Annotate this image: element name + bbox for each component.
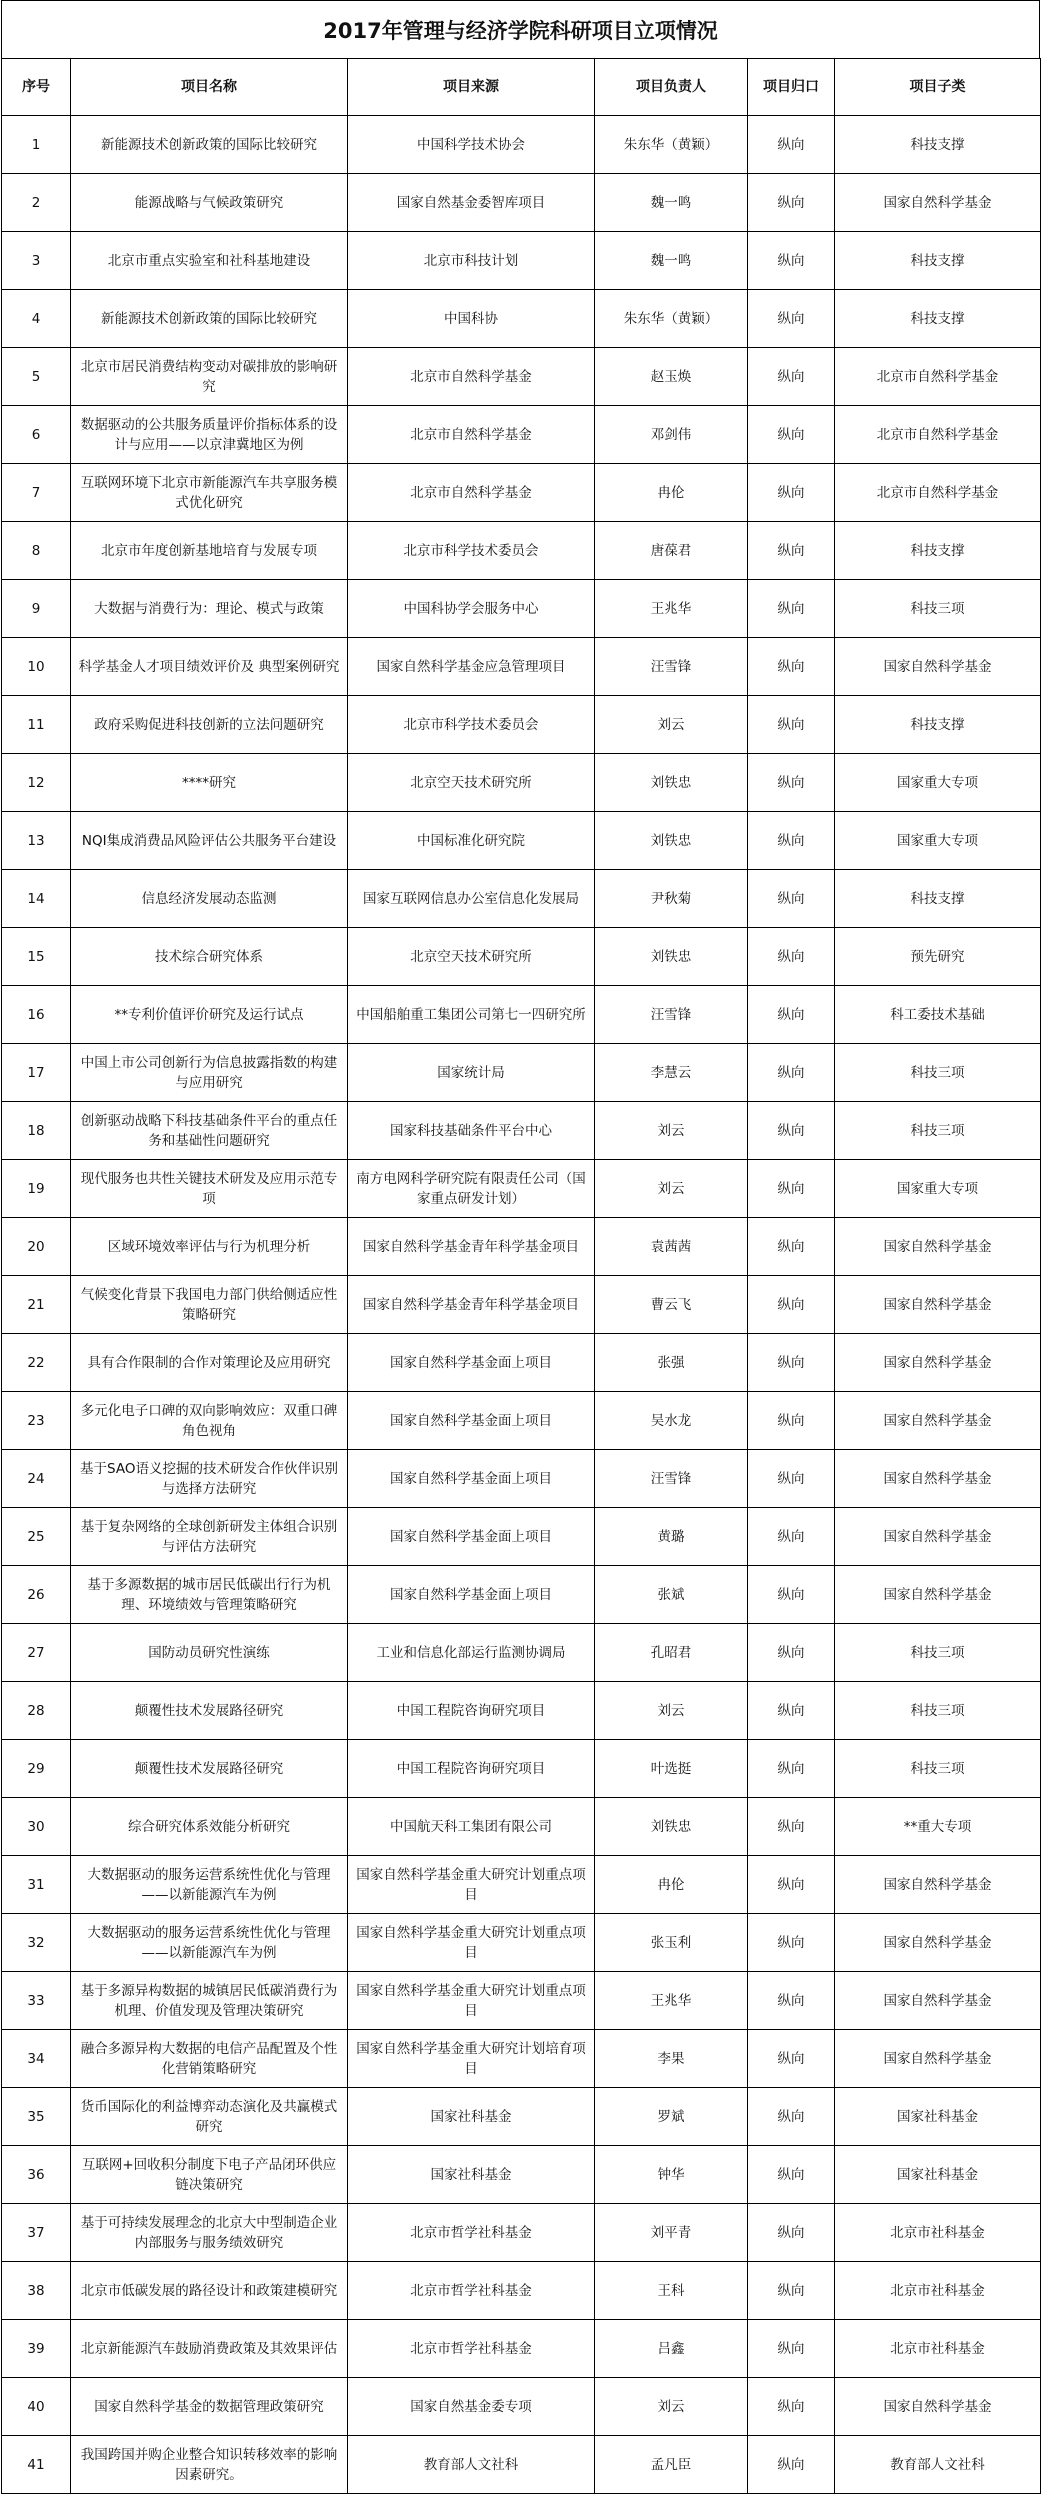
serial-cell: 6 [2, 406, 71, 464]
header-project-subtype: 项目子类 [835, 59, 1041, 116]
project-lead-cell: 刘云 [595, 1682, 748, 1740]
project-source-cell: 中国工程院咨询研究项目 [348, 1682, 595, 1740]
project-lead-cell: 吕鑫 [595, 2320, 748, 2378]
project-name-cell: 颠覆性技术发展路径研究 [71, 1740, 348, 1798]
table-row [2, 406, 1041, 464]
table-row [2, 2030, 1041, 2088]
project-lead-cell: 汪雪锋 [595, 986, 748, 1044]
serial-cell: 15 [2, 928, 71, 986]
project-lead-cell: 朱东华（黄颖） [595, 116, 748, 174]
project-name-cell: 数据驱动的公共服务质量评价指标体系的设计与应用——以京津冀地区为例 [71, 406, 348, 464]
project-lead-cell: 吴水龙 [595, 1392, 748, 1450]
project-lead-cell: 王兆华 [595, 1972, 748, 2030]
project-lead-cell: 刘铁忠 [595, 1798, 748, 1856]
project-source-cell: 北京市自然科学基金 [348, 406, 595, 464]
table-row [2, 1624, 1041, 1682]
project-name-cell: 现代服务也共性关键技术研发及应用示范专项 [71, 1160, 348, 1218]
project-lead-cell: 刘平青 [595, 2204, 748, 2262]
table-row [2, 2378, 1041, 2436]
project-category-cell: 纵向 [748, 812, 835, 870]
table-row [2, 1740, 1041, 1798]
project-subtype-cell: 国家自然科学基金 [835, 1450, 1041, 1508]
table-row [2, 290, 1041, 348]
serial-cell: 10 [2, 638, 71, 696]
project-name-cell: 基于复杂网络的全球创新研发主体组合识别与评估方法研究 [71, 1508, 348, 1566]
table-row [2, 348, 1041, 406]
project-name-cell: 大数据与消费行为：理论、模式与政策 [71, 580, 348, 638]
serial-cell: 12 [2, 754, 71, 812]
project-category-cell: 纵向 [748, 1334, 835, 1392]
serial-cell: 14 [2, 870, 71, 928]
serial-cell: 3 [2, 232, 71, 290]
project-subtype-cell: 国家自然科学基金 [835, 174, 1041, 232]
project-name-cell: **专利价值评价研究及运行试点 [71, 986, 348, 1044]
table-row [2, 1392, 1041, 1450]
project-source-cell: 国家社科基金 [348, 2088, 595, 2146]
project-name-cell: 区域环境效率评估与行为机理分析 [71, 1218, 348, 1276]
project-source-cell: 国家自然基金委智库项目 [348, 174, 595, 232]
project-category-cell: 纵向 [748, 1972, 835, 2030]
table-row [2, 1914, 1041, 1972]
project-source-cell: 工业和信息化部运行监测协调局 [348, 1624, 595, 1682]
project-category-cell: 纵向 [748, 116, 835, 174]
project-lead-cell: 刘云 [595, 1160, 748, 1218]
project-subtype-cell: 北京市社科基金 [835, 2320, 1041, 2378]
project-category-cell: 纵向 [748, 1392, 835, 1450]
project-subtype-cell: 国家自然科学基金 [835, 1856, 1041, 1914]
serial-cell: 25 [2, 1508, 71, 1566]
serial-cell: 4 [2, 290, 71, 348]
project-subtype-cell: 国家自然科学基金 [835, 1972, 1041, 2030]
project-category-cell: 纵向 [748, 580, 835, 638]
project-lead-cell: 张斌 [595, 1566, 748, 1624]
project-subtype-cell: 国家自然科学基金 [835, 2378, 1041, 2436]
project-name-cell: 中国上市公司创新行为信息披露指数的构建与应用研究 [71, 1044, 348, 1102]
project-source-cell: 国家自然科学基金面上项目 [348, 1334, 595, 1392]
project-source-cell: 中国科协 [348, 290, 595, 348]
serial-cell: 28 [2, 1682, 71, 1740]
project-category-cell: 纵向 [748, 870, 835, 928]
project-category-cell: 纵向 [748, 2204, 835, 2262]
project-category-cell: 纵向 [748, 174, 835, 232]
project-lead-cell: 邓剑伟 [595, 406, 748, 464]
project-category-cell: 纵向 [748, 1044, 835, 1102]
project-source-cell: 中国船舶重工集团公司第七一四研究所 [348, 986, 595, 1044]
serial-cell: 2 [2, 174, 71, 232]
project-name-cell: ****研究 [71, 754, 348, 812]
project-subtype-cell: 国家自然科学基金 [835, 1392, 1041, 1450]
project-source-cell: 国家自然科学基金面上项目 [348, 1566, 595, 1624]
project-source-cell: 国家互联网信息办公室信息化发展局 [348, 870, 595, 928]
header-project-lead: 项目负责人 [595, 59, 748, 116]
project-lead-cell: 尹秋菊 [595, 870, 748, 928]
project-name-cell: 能源战略与气候政策研究 [71, 174, 348, 232]
header-project-source: 项目来源 [348, 59, 595, 116]
project-lead-cell: 汪雪锋 [595, 638, 748, 696]
project-category-cell: 纵向 [748, 2320, 835, 2378]
table-row [2, 1102, 1041, 1160]
project-lead-cell: 钟华 [595, 2146, 748, 2204]
project-lead-cell: 刘云 [595, 2378, 748, 2436]
project-name-cell: NQI集成消费品风险评估公共服务平台建设 [71, 812, 348, 870]
serial-cell: 38 [2, 2262, 71, 2320]
serial-cell: 30 [2, 1798, 71, 1856]
table-row [2, 2146, 1041, 2204]
serial-cell: 23 [2, 1392, 71, 1450]
project-source-cell: 北京空天技术研究所 [348, 754, 595, 812]
table-row [2, 1334, 1041, 1392]
project-category-cell: 纵向 [748, 2262, 835, 2320]
project-subtype-cell: 国家社科基金 [835, 2146, 1041, 2204]
project-category-cell: 纵向 [748, 464, 835, 522]
project-table [1, 58, 1041, 2494]
project-name-cell: 我国跨国并购企业整合知识转移效率的影响因素研究。 [71, 2436, 348, 2494]
serial-cell: 16 [2, 986, 71, 1044]
project-subtype-cell: 北京市自然科学基金 [835, 406, 1041, 464]
table-row [2, 2262, 1041, 2320]
project-lead-cell: 黄璐 [595, 1508, 748, 1566]
table-row [2, 1508, 1041, 1566]
table-row [2, 464, 1041, 522]
serial-cell: 40 [2, 2378, 71, 2436]
project-lead-cell: 刘铁忠 [595, 928, 748, 986]
project-name-cell: 北京新能源汽车鼓励消费政策及其效果评估 [71, 2320, 348, 2378]
serial-cell: 27 [2, 1624, 71, 1682]
project-name-cell: 融合多源异构大数据的电信产品配置及个性化营销策略研究 [71, 2030, 348, 2088]
project-name-cell: 技术综合研究体系 [71, 928, 348, 986]
table-row [2, 116, 1041, 174]
project-category-cell: 纵向 [748, 1276, 835, 1334]
project-source-cell: 教育部人文社科 [348, 2436, 595, 2494]
serial-cell: 22 [2, 1334, 71, 1392]
table-row [2, 986, 1041, 1044]
project-source-cell: 国家科技基础条件平台中心 [348, 1102, 595, 1160]
project-lead-cell: 冉伦 [595, 464, 748, 522]
project-category-cell: 纵向 [748, 1624, 835, 1682]
project-subtype-cell: 国家自然科学基金 [835, 2030, 1041, 2088]
project-source-cell: 北京市哲学社科基金 [348, 2204, 595, 2262]
project-subtype-cell: 预先研究 [835, 928, 1041, 986]
project-category-cell: 纵向 [748, 1682, 835, 1740]
project-category-cell: 纵向 [748, 986, 835, 1044]
project-subtype-cell: 科技支撑 [835, 522, 1041, 580]
project-lead-cell: 孔昭君 [595, 1624, 748, 1682]
project-category-cell: 纵向 [748, 1566, 835, 1624]
project-name-cell: 大数据驱动的服务运营系统性优化与管理——以新能源汽车为例 [71, 1914, 348, 1972]
project-name-cell: 基于可持续发展理念的北京大中型制造企业内部服务与服务绩效研究 [71, 2204, 348, 2262]
project-subtype-cell: 国家重大专项 [835, 812, 1041, 870]
project-category-cell: 纵向 [748, 2030, 835, 2088]
project-name-cell: 北京市重点实验室和社科基地建设 [71, 232, 348, 290]
project-name-cell: 颠覆性技术发展路径研究 [71, 1682, 348, 1740]
header-row [2, 59, 1041, 116]
project-source-cell: 中国航天科工集团有限公司 [348, 1798, 595, 1856]
project-source-cell: 北京空天技术研究所 [348, 928, 595, 986]
table-row [2, 1682, 1041, 1740]
project-subtype-cell: 科技支撑 [835, 232, 1041, 290]
table-row [2, 1044, 1041, 1102]
project-source-cell: 北京市自然科学基金 [348, 348, 595, 406]
project-source-cell: 南方电网科学研究院有限责任公司（国家重点研发计划） [348, 1160, 595, 1218]
project-name-cell: 基于SAO语义挖掘的技术研发合作伙伴识别与选择方法研究 [71, 1450, 348, 1508]
project-lead-cell: 李慧云 [595, 1044, 748, 1102]
project-lead-cell: 刘云 [595, 1102, 748, 1160]
project-subtype-cell: 国家社科基金 [835, 2088, 1041, 2146]
project-name-cell: 北京市居民消费结构变动对碳排放的影响研究 [71, 348, 348, 406]
project-category-cell: 纵向 [748, 1218, 835, 1276]
project-source-cell: 国家自然科学基金重大研究计划培育项目 [348, 2030, 595, 2088]
project-lead-cell: 曹云飞 [595, 1276, 748, 1334]
table-row [2, 2320, 1041, 2378]
project-subtype-cell: 国家自然科学基金 [835, 1334, 1041, 1392]
serial-cell: 17 [2, 1044, 71, 1102]
project-name-cell: 北京市年度创新基地培育与发展专项 [71, 522, 348, 580]
table-row [2, 1276, 1041, 1334]
project-lead-cell: 叶选挺 [595, 1740, 748, 1798]
project-category-cell: 纵向 [748, 2088, 835, 2146]
project-source-cell: 国家自然科学基金青年科学基金项目 [348, 1218, 595, 1276]
project-subtype-cell: 科技三项 [835, 1044, 1041, 1102]
project-lead-cell: 冉伦 [595, 1856, 748, 1914]
project-name-cell: 互联网+回收积分制度下电子产品闭环供应链决策研究 [71, 2146, 348, 2204]
project-name-cell: 新能源技术创新政策的国际比较研究 [71, 116, 348, 174]
serial-cell: 35 [2, 2088, 71, 2146]
project-name-cell: 科学基金人才项目绩效评价及 典型案例研究 [71, 638, 348, 696]
table-row [2, 1450, 1041, 1508]
serial-cell: 37 [2, 2204, 71, 2262]
project-category-cell: 纵向 [748, 522, 835, 580]
table-row [2, 174, 1041, 232]
serial-cell: 20 [2, 1218, 71, 1276]
project-lead-cell: 袁茜茜 [595, 1218, 748, 1276]
project-subtype-cell: 科技三项 [835, 1682, 1041, 1740]
serial-cell: 5 [2, 348, 71, 406]
serial-cell: 32 [2, 1914, 71, 1972]
project-lead-cell: 刘云 [595, 696, 748, 754]
table-row [2, 522, 1041, 580]
project-name-cell: 基于多源异构数据的城镇居民低碳消费行为机理、价值发现及管理决策研究 [71, 1972, 348, 2030]
serial-cell: 31 [2, 1856, 71, 1914]
project-lead-cell: 唐葆君 [595, 522, 748, 580]
project-lead-cell: 魏一鸣 [595, 232, 748, 290]
project-source-cell: 国家自然科学基金青年科学基金项目 [348, 1276, 595, 1334]
project-name-cell: 具有合作限制的合作对策理论及应用研究 [71, 1334, 348, 1392]
project-name-cell: 多元化电子口碑的双向影响效应：双重口碑角色视角 [71, 1392, 348, 1450]
project-category-cell: 纵向 [748, 696, 835, 754]
project-source-cell: 北京市哲学社科基金 [348, 2320, 595, 2378]
table-row [2, 1566, 1041, 1624]
serial-cell: 9 [2, 580, 71, 638]
table-row [2, 2204, 1041, 2262]
project-name-cell: 综合研究体系效能分析研究 [71, 1798, 348, 1856]
project-subtype-cell: 国家自然科学基金 [835, 1508, 1041, 1566]
project-source-cell: 国家自然科学基金重大研究计划重点项目 [348, 1914, 595, 1972]
header-serial: 序号 [2, 59, 71, 116]
project-source-cell: 国家自然科学基金面上项目 [348, 1392, 595, 1450]
project-category-cell: 纵向 [748, 348, 835, 406]
project-subtype-cell: 北京市自然科学基金 [835, 348, 1041, 406]
project-name-cell: 基于多源数据的城市居民低碳出行行为机理、环境绩效与管理策略研究 [71, 1566, 348, 1624]
project-subtype-cell: 科技三项 [835, 1624, 1041, 1682]
table-row [2, 580, 1041, 638]
project-name-cell: 国家自然科学基金的数据管理政策研究 [71, 2378, 348, 2436]
project-subtype-cell: 科工委技术基础 [835, 986, 1041, 1044]
project-lead-cell: 朱东华（黄颖） [595, 290, 748, 348]
project-category-cell: 纵向 [748, 406, 835, 464]
project-lead-cell: 赵玉焕 [595, 348, 748, 406]
table-row [2, 696, 1041, 754]
table-row [2, 1856, 1041, 1914]
project-lead-cell: 张强 [595, 1334, 748, 1392]
project-subtype-cell: 科技三项 [835, 580, 1041, 638]
project-category-cell: 纵向 [748, 754, 835, 812]
project-lead-cell: 王兆华 [595, 580, 748, 638]
serial-cell: 33 [2, 1972, 71, 2030]
project-category-cell: 纵向 [748, 1508, 835, 1566]
project-lead-cell: 刘铁忠 [595, 754, 748, 812]
serial-cell: 39 [2, 2320, 71, 2378]
project-subtype-cell: 科技三项 [835, 1740, 1041, 1798]
table-row [2, 1160, 1041, 1218]
header-project-category: 项目归口 [748, 59, 835, 116]
project-subtype-cell: 国家自然科学基金 [835, 1914, 1041, 1972]
project-subtype-cell: **重大专项 [835, 1798, 1041, 1856]
project-source-cell: 国家自然科学基金面上项目 [348, 1508, 595, 1566]
page-title: 2017年管理与经济学院科研项目立项情况 [1, 0, 1040, 58]
project-name-cell: 大数据驱动的服务运营系统性优化与管理——以新能源汽车为例 [71, 1856, 348, 1914]
project-lead-cell: 汪雪锋 [595, 1450, 748, 1508]
project-source-cell: 北京市哲学社科基金 [348, 2262, 595, 2320]
project-subtype-cell: 科技支撑 [835, 870, 1041, 928]
project-source-cell: 国家自然科学基金重大研究计划重点项目 [348, 1972, 595, 2030]
project-source-cell: 国家自然科学基金面上项目 [348, 1450, 595, 1508]
project-subtype-cell: 科技支撑 [835, 696, 1041, 754]
project-name-cell: 新能源技术创新政策的国际比较研究 [71, 290, 348, 348]
project-category-cell: 纵向 [748, 232, 835, 290]
serial-cell: 7 [2, 464, 71, 522]
table-row [2, 928, 1041, 986]
project-subtype-cell: 国家自然科学基金 [835, 1218, 1041, 1276]
table-row [2, 2436, 1041, 2494]
project-lead-cell: 王科 [595, 2262, 748, 2320]
project-category-cell: 纵向 [748, 1856, 835, 1914]
project-source-cell: 国家社科基金 [348, 2146, 595, 2204]
project-category-cell: 纵向 [748, 1914, 835, 1972]
project-lead-cell: 张玉利 [595, 1914, 748, 1972]
header-project-name: 项目名称 [71, 59, 348, 116]
serial-cell: 18 [2, 1102, 71, 1160]
project-subtype-cell: 科技三项 [835, 1102, 1041, 1160]
project-subtype-cell: 教育部人文社科 [835, 2436, 1041, 2494]
serial-cell: 34 [2, 2030, 71, 2088]
serial-cell: 29 [2, 1740, 71, 1798]
project-source-cell: 北京市科学技术委员会 [348, 696, 595, 754]
project-name-cell: 国防动员研究性演练 [71, 1624, 348, 1682]
project-subtype-cell: 科技支撑 [835, 290, 1041, 348]
table-row [2, 638, 1041, 696]
project-category-cell: 纵向 [748, 1102, 835, 1160]
serial-cell: 36 [2, 2146, 71, 2204]
project-source-cell: 国家统计局 [348, 1044, 595, 1102]
project-name-cell: 创新驱动战略下科技基础条件平台的重点任务和基础性问题研究 [71, 1102, 348, 1160]
project-subtype-cell: 国家重大专项 [835, 754, 1041, 812]
project-name-cell: 北京市低碳发展的路径设计和政策建模研究 [71, 2262, 348, 2320]
serial-cell: 13 [2, 812, 71, 870]
serial-cell: 41 [2, 2436, 71, 2494]
project-subtype-cell: 北京市社科基金 [835, 2262, 1041, 2320]
project-lead-cell: 刘铁忠 [595, 812, 748, 870]
project-source-cell: 北京市科技计划 [348, 232, 595, 290]
project-lead-cell: 罗斌 [595, 2088, 748, 2146]
project-category-cell: 纵向 [748, 638, 835, 696]
project-subtype-cell: 国家重大专项 [835, 1160, 1041, 1218]
project-category-cell: 纵向 [748, 2436, 835, 2494]
project-source-cell: 国家自然科学基金重大研究计划重点项目 [348, 1856, 595, 1914]
project-lead-cell: 魏一鸣 [595, 174, 748, 232]
project-source-cell: 国家自然基金委专项 [348, 2378, 595, 2436]
project-source-cell: 中国科学技术协会 [348, 116, 595, 174]
project-subtype-cell: 国家自然科学基金 [835, 1276, 1041, 1334]
serial-cell: 11 [2, 696, 71, 754]
project-source-cell: 中国科协学会服务中心 [348, 580, 595, 638]
project-name-cell: 货币国际化的利益博弈动态演化及共赢模式研究 [71, 2088, 348, 2146]
project-category-cell: 纵向 [748, 1798, 835, 1856]
table-row [2, 812, 1041, 870]
table-row [2, 1218, 1041, 1276]
project-source-cell: 北京市科学技术委员会 [348, 522, 595, 580]
project-name-cell: 政府采购促进科技创新的立法问题研究 [71, 696, 348, 754]
project-name-cell: 气候变化背景下我国电力部门供给侧适应性策略研究 [71, 1276, 348, 1334]
project-subtype-cell: 国家自然科学基金 [835, 638, 1041, 696]
serial-cell: 26 [2, 1566, 71, 1624]
serial-cell: 8 [2, 522, 71, 580]
project-lead-cell: 孟凡臣 [595, 2436, 748, 2494]
table-row [2, 232, 1041, 290]
serial-cell: 19 [2, 1160, 71, 1218]
project-subtype-cell: 北京市自然科学基金 [835, 464, 1041, 522]
table-row [2, 1972, 1041, 2030]
project-source-cell: 中国工程院咨询研究项目 [348, 1740, 595, 1798]
project-name-cell: 信息经济发展动态监测 [71, 870, 348, 928]
project-source-cell: 国家自然科学基金应急管理项目 [348, 638, 595, 696]
project-subtype-cell: 科技支撑 [835, 116, 1041, 174]
project-name-cell: 互联网环境下北京市新能源汽车共享服务模式优化研究 [71, 464, 348, 522]
project-category-cell: 纵向 [748, 1450, 835, 1508]
project-category-cell: 纵向 [748, 290, 835, 348]
table-row [2, 2088, 1041, 2146]
serial-cell: 24 [2, 1450, 71, 1508]
table-row [2, 754, 1041, 812]
project-category-cell: 纵向 [748, 2146, 835, 2204]
project-lead-cell: 李果 [595, 2030, 748, 2088]
project-source-cell: 中国标准化研究院 [348, 812, 595, 870]
project-category-cell: 纵向 [748, 928, 835, 986]
table-row [2, 870, 1041, 928]
table-row [2, 1798, 1041, 1856]
project-subtype-cell: 北京市社科基金 [835, 2204, 1041, 2262]
project-source-cell: 北京市自然科学基金 [348, 464, 595, 522]
project-category-cell: 纵向 [748, 1740, 835, 1798]
project-category-cell: 纵向 [748, 2378, 835, 2436]
serial-cell: 21 [2, 1276, 71, 1334]
project-subtype-cell: 国家自然科学基金 [835, 1566, 1041, 1624]
project-category-cell: 纵向 [748, 1160, 835, 1218]
serial-cell: 1 [2, 116, 71, 174]
